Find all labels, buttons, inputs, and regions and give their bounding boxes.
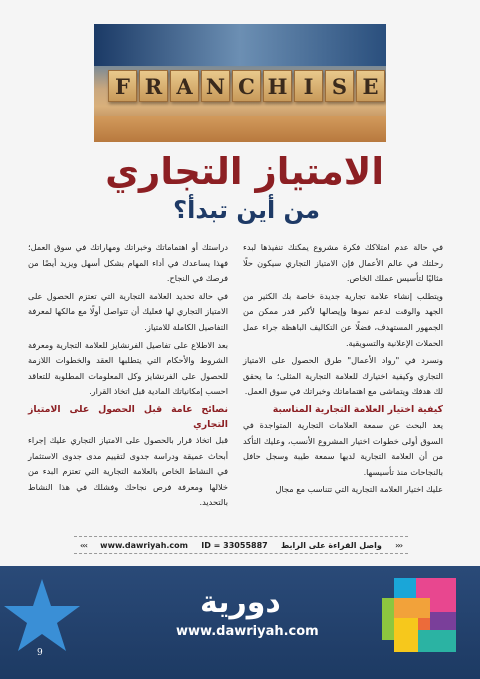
chevron-right-icon: ›››	[395, 540, 402, 550]
continue-reading-bar[interactable]	[74, 536, 408, 554]
letter-block: A	[170, 70, 199, 102]
paragraph: في حالة عدم امتلاكك فكرة مشروع يمكنك تنفيذها لبدء رحلتك في عالم الأعمال فإن الامتياز التجاري سيكون حلًا مثاليًا لتأسيس عملك الخاص.	[243, 242, 443, 284]
letter-block: F	[108, 70, 137, 102]
continue-reading-label: واصل القراءة على الرابط	[280, 540, 382, 550]
article-subtitle: من أين تبدأ؟	[173, 196, 320, 224]
article-column-left	[28, 240, 228, 513]
brand-logo-text: دورية	[200, 585, 281, 620]
franchise-hero-image	[94, 24, 386, 142]
section-heading: نصائح عامة قبل الحصول على الامتياز التجاري	[28, 403, 228, 430]
hero-table-surface	[94, 116, 386, 142]
letter-block: R	[139, 70, 168, 102]
paragraph: ويتطلب إنشاء علامة تجارية جديدة خاصة بك الكثير من الجهد والوقت لدعم نموها وإيصالها لأكبر قدر ممكن من الجمهور المستهدف، فضلًا عن التكاليف الباهظة جراء عمل الحملات الإعلانية والتسويقية.	[243, 290, 443, 348]
chevron-left-icon: ‹‹‹	[80, 540, 87, 550]
mosaic-logo-icon	[380, 576, 458, 656]
paragraph: قبل اتخاذ قرار بالحصول على الامتياز التجاري عليك إجراء أبحاث عميقة ودراسة جدوى لتقييم مدى جدوى الاستثمار في النشاط الخاص بالعلامة التجارية التي تعتزم البدء من خلالها ومعرفة فرص نجاحك وفشلك في هذا النشاط بالتحديد.	[28, 434, 228, 508]
article-column-right	[243, 240, 443, 500]
letter-block: N	[201, 70, 230, 102]
page-number: 9	[37, 648, 43, 658]
star-decoration-icon	[2, 577, 82, 657]
article-id: ID = 33055887	[201, 540, 268, 550]
paragraph: عليك اختيار العلامة التجارية التي تتناسب مع مجال	[275, 484, 443, 495]
link-url[interactable]: www.dawriyah.com	[100, 540, 188, 550]
article-title: الامتياز التجاري	[105, 150, 384, 193]
paragraph: ونسرد في "رواد الأعمال" طرق الحصول على الامتياز التجاري وكيفية اختيارك للعلامة التجارية المثلى؛ ما يحقق لك هدفك ويتماشى مع اهتماماتك وخبراتك في سوق العمل.	[243, 355, 443, 397]
hero-background	[94, 24, 386, 66]
letter-blocks	[108, 70, 385, 102]
letter-block: E	[356, 70, 385, 102]
letter-block: I	[294, 70, 323, 102]
letter-block: S	[325, 70, 354, 102]
letter-block: C	[232, 70, 261, 102]
section-heading: كيفية اختيار العلامة التجارية المناسبة	[272, 403, 443, 415]
footer-url[interactable]: www.dawriyah.com	[176, 624, 319, 639]
paragraph: في حالة تحديد العلامة التجارية التي تعتزم الحصول على الامتياز التجاري لها فعليك أن تتواصل أولًا مع مالكها لمعرفة التفاصيل الكاملة للامتياز.	[28, 290, 228, 332]
paragraph: يعد البحث عن سمعة العلامات التجارية المتواجدة في السوق أولى خطوات اختيار المشروع الأنسب، وعليك التأكد من أن العلامة التجارية لديها سمعة طيبة وسجل حافل بالنجاحات منذ تأسيسها.	[243, 419, 443, 477]
paragraph: بعد الاطلاع على تفاصيل الفرنشايز للعلامة التجارية ومعرفة الشروط والأحكام التي يتطلبها العقد والخطوات اللازمة للحصول على الفرنشايز وكل المعلومات المطلوبة للتعاقد احسب إمكانياتك المادية قبل اتخاذ القرار.	[28, 339, 228, 397]
paragraph: دراستك أو اهتماماتك وخبراتك ومهاراتك في سوق العمل؛ فهذا يساعدك في أداء المهام بشكل أسهل ويزيد أيضًا من فرصك في النجاح.	[28, 242, 228, 284]
letter-block: H	[263, 70, 292, 102]
